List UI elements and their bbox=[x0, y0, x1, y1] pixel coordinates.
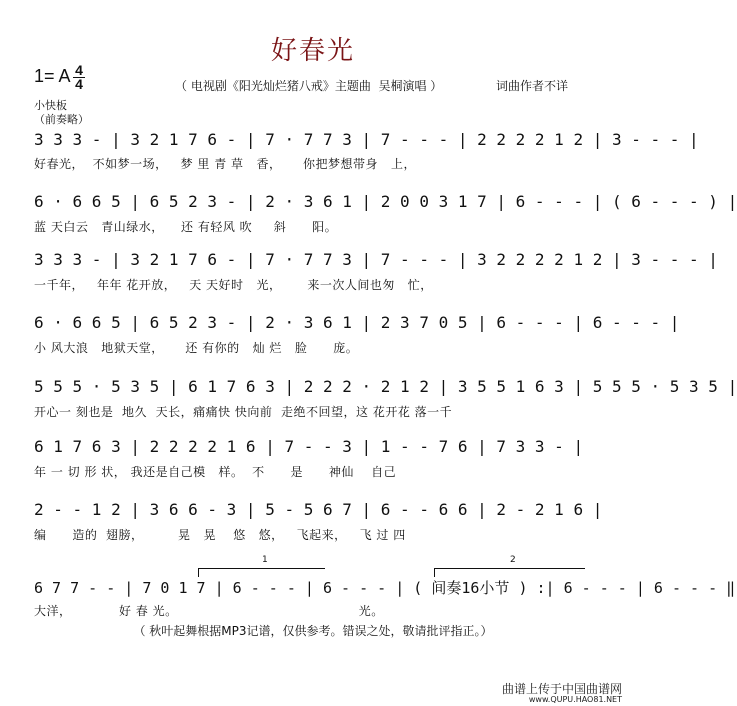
score-row-7-lyrics: 编 造的 翅膀， 晃 晃 悠 悠， 飞起来， 飞 过 四 bbox=[34, 528, 406, 542]
score-row-2-notes: 6 · 6 6 5 | 6 5 2 3 - | 2 · 3 6 1 | 2 0 0 3 1 7 | 6 - - - | ( 6 - - - ) | bbox=[34, 192, 737, 211]
tempo-marking: 小快板 bbox=[34, 99, 67, 112]
score-row-5-lyrics: 开心一 刻也是 地久 天长，痛痛快 快向前 走绝不回望，这 花开花 落一千 bbox=[34, 405, 453, 419]
song-title: 好春光 bbox=[270, 36, 355, 66]
first-ending-bracket bbox=[198, 555, 325, 577]
score-row-7-notes: 2 - - 1 2 | 3 6 6 - 3 | 5 - 5 6 7 | 6 - - 6 6 | 2 - 2 1 6 | bbox=[34, 500, 603, 519]
source-url: www.QUPU.HAO81.NET bbox=[528, 695, 622, 704]
intro-note: （前奏略） bbox=[34, 113, 89, 126]
score-row-3-notes: 3 3 3 - | 3 2 1 7 6 - | 7 · 7 7 3 | 7 - - - | 3 2 2 2 2 1 2 | 3 - - - | bbox=[34, 250, 718, 269]
time-signature bbox=[72, 64, 86, 91]
score-row-1-notes: 3 3 3 - | 3 2 1 7 6 - | 7 · 7 7 3 | 7 - - - | 2 2 2 2 1 2 | 3 - - - | bbox=[34, 130, 699, 149]
key-signature: 1= A bbox=[34, 66, 71, 86]
transcriber-footnote: （ 秋叶起舞根据MP3记谱，仅供参考。错误之处，敬请批评指正。） bbox=[133, 624, 493, 638]
score-row-4-lyrics: 小 风大浪 地狱天堂， 还 有你的 灿 烂 脸 庞。 bbox=[34, 341, 359, 355]
source-watermark: 曲谱上传于中国曲谱网 bbox=[501, 682, 622, 696]
second-ending-bracket bbox=[434, 555, 585, 577]
subtitle: （ 电视剧《阳光灿烂猪八戒》主题曲 吴桐演唱 ） bbox=[175, 79, 443, 93]
credit: 词曲作者不详 bbox=[496, 79, 569, 93]
second-ending-number: 2 bbox=[510, 555, 516, 565]
score-row-3-lyrics: 一千年， 年年 花开放， 天 天好时 光， 来一次人间也匆 忙， bbox=[34, 278, 433, 292]
score-row-4-notes: 6 · 6 6 5 | 6 5 2 3 - | 2 · 3 6 1 | 2 3 7 0 5 | 6 - - - | 6 - - - | bbox=[34, 313, 680, 332]
time-signature-bottom: 4 bbox=[75, 76, 83, 92]
score-row-8-notes: 6 7 7 - - | 7 0 1 7 | 6 - - - | 6 - - - | ( 间奏16小节 ) :| 6 - - - | 6 - - - ‖ bbox=[34, 579, 736, 597]
score-row-1-lyrics: 好春光， 不如梦一场， 梦 里 青 草 香， 你把梦想带身 上， bbox=[34, 157, 416, 171]
score-row-6-lyrics: 年 一 切 形 状， 我还是自己模 样。 不 是 神仙 自己 bbox=[34, 465, 397, 479]
score-row-6-notes: 6 1 7 6 3 | 2 2 2 2 1 6 | 7 - - 3 | 1 - - 7 6 | 7 3 3 - | bbox=[34, 437, 584, 456]
score-row-8-lyrics: 大洋， 好 春 光。 光。 bbox=[34, 604, 384, 618]
score-row-5-notes: 5 5 5 · 5 3 5 | 6 1 7 6 3 | 2 2 2 · 2 1 2 | 3 5 5 1 6 3 | 5 5 5 · 5 3 5 | bbox=[34, 377, 737, 396]
first-ending-number: 1 bbox=[262, 555, 268, 565]
score-row-2-lyrics: 蓝 天白云 青山绿水， 还 有轻风 吹 斜 阳。 bbox=[34, 220, 338, 234]
time-signature-top: 4 bbox=[75, 62, 83, 78]
